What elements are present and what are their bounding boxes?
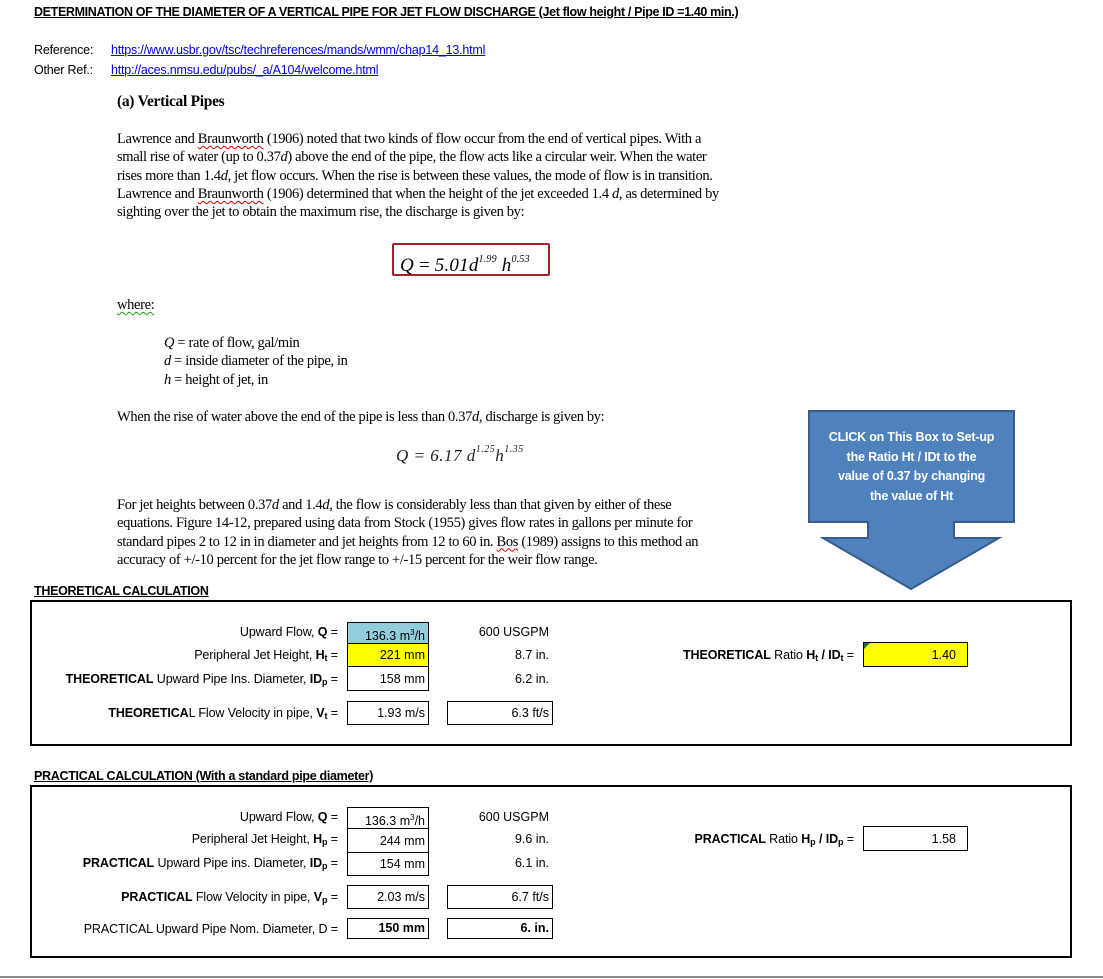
practical-diameter-label: PRACTICAL Upward Pipe ins. Diameter, $ID_p$ = xyxy=(82,856,338,871)
theoretical-velocity-ms: 1.93 m/s xyxy=(347,701,429,725)
weir-flow-equation: Q = 6.17 $d^{1.25}h^{1.35}$ xyxy=(396,444,524,465)
practical-velocity-label: PRACTICAL Flow Velocity in pipe, $V_p$ = xyxy=(121,890,338,905)
intro-paragraph: Lawrence and Braunworth (1906) noted that two kinds of flow occur from the end of vertical pipes. With a small rise of water (up to 0.37d) above the end of the pipe, the flow acts like a circular weir. When the water rises more than 1.4d, jet flow occurs. When the rise is between these values, the mode of flow is in transition. Lawrence and Braunworth (1906) determined that when the height of the jet exceeded 1.4 d, as determined by sighting over the jet to obtain the maximum rise, the discharge is given by: xyxy=(117,131,719,221)
reference-label: Reference: xyxy=(34,43,94,57)
theoretical-heading: THEORETICAL CALCULATION xyxy=(34,584,209,598)
theoretical-velocity-label: THEORETICAL Flow Velocity in pipe, $V_t$ = xyxy=(108,706,338,721)
reference-link[interactable]: https://www.usbr.gov/tsc/techreferences/mands/wmm/chap14_13.html xyxy=(111,43,486,57)
practical-diameter-inches: 6.1 in. xyxy=(514,856,549,870)
theoretical-jet-height-input[interactable]: 221 mm xyxy=(347,643,429,667)
theoretical-diameter-label: THEORETICAL Upward Pipe Ins. Diameter, $ID_p$ = xyxy=(65,672,338,687)
theoretical-flow-label: Upward Flow, Q = xyxy=(239,625,338,639)
theoretical-ratio-value[interactable]: 1.40 xyxy=(863,642,968,667)
practical-velocity-fts: 6.7 ft/s xyxy=(447,885,553,909)
practical-heading: PRACTICAL CALCULATION (With a standard pipe diameter) xyxy=(34,769,374,783)
theoretical-diameter-inches: 6.2 in. xyxy=(514,672,549,686)
theoretical-jet-height-inches: 8.7 in. xyxy=(514,648,549,662)
practical-flow-label: Upward Flow, Q = xyxy=(239,810,338,824)
definition-d: d = inside diameter of the pipe, in xyxy=(164,353,348,370)
theoretical-diameter-value: 158 mm xyxy=(347,666,429,691)
theoretical-flow-input[interactable]: 136.3 $m^3/h$ xyxy=(347,622,429,644)
practical-jet-height-value: 244 mm xyxy=(347,828,429,853)
theoretical-jet-height-label: Peripheral Jet Height, $H_t$ = xyxy=(194,648,338,663)
practical-diameter-value: 154 mm xyxy=(347,852,429,876)
theoretical-ratio-label: THEORETICAL Ratio $H_t / ID_t$ = xyxy=(683,648,854,663)
section-heading: (a) Vertical Pipes xyxy=(117,93,225,110)
other-reference-link[interactable]: http://aces.nmsu.edu/pubs/_a/A104/welcome.html xyxy=(111,63,379,77)
page-title: DETERMINATION OF THE DIAMETER OF A VERTICAL PIPE FOR JET FLOW DISCHARGE (Jet flow height / Pipe ID =1.40 min.) xyxy=(34,5,739,19)
bottom-divider xyxy=(0,976,1103,978)
practical-ratio-value: 1.58 xyxy=(863,826,968,851)
practical-nominal-diameter-in: 6. in. xyxy=(447,918,553,939)
practical-velocity-ms: 2.03 m/s xyxy=(347,885,429,909)
jet-flow-equation: $Q = 5.01d^{1.99}$ $h^{0.53}$ xyxy=(392,243,550,276)
transition-paragraph: For jet heights between 0.37d and 1.4d, the flow is considerably less than that given by either of these equations. Figure 14-12, prepared using data from Stock (1955) gives flow rates in gallons per minute for standard pipes 2 to 12 in in diameter and jet heights from 12 to 60 in. Bos (1989) assigns to this method an accuracy of +/-10 percent for the jet flow range to +/-15 percent for the weir flow range. xyxy=(117,497,699,568)
practical-flow-value: 136.3 $m^3/h$ xyxy=(347,807,429,829)
callout-text: CLICK on This Box to Set-up the Ratio Ht / IDt to the value of 0.37 by changing the value of Ht xyxy=(828,430,995,503)
theoretical-velocity-fts: 6.3 ft/s xyxy=(447,701,553,725)
practical-nominal-diameter-label: PRACTICAL Upward Pipe Nom. Diameter, D = xyxy=(83,922,338,936)
cell-comment-indicator-icon xyxy=(864,643,870,649)
practical-flow-usgpm: 600 USGPM xyxy=(478,810,549,824)
practical-ratio-label: PRACTICAL Ratio $H_p / ID_p$ = xyxy=(694,832,854,847)
practical-nominal-diameter-mm: 150 mm xyxy=(347,918,429,939)
practical-jet-height-inches: 9.6 in. xyxy=(514,832,549,846)
where-label: where: xyxy=(117,297,155,313)
definition-q: Q = rate of flow, gal/min xyxy=(164,335,300,351)
theoretical-flow-usgpm: 600 USGPM xyxy=(478,625,549,639)
definition-h: h = height of jet, in xyxy=(164,371,268,388)
practical-jet-height-label: Peripheral Jet Height, $H_p$ = xyxy=(191,832,338,847)
variable-definitions xyxy=(164,334,348,389)
weir-flow-paragraph: When the rise of water above the end of the pipe is less than 0.37d, discharge is given by: xyxy=(117,409,605,425)
other-reference-label: Other Ref.: xyxy=(34,63,93,77)
